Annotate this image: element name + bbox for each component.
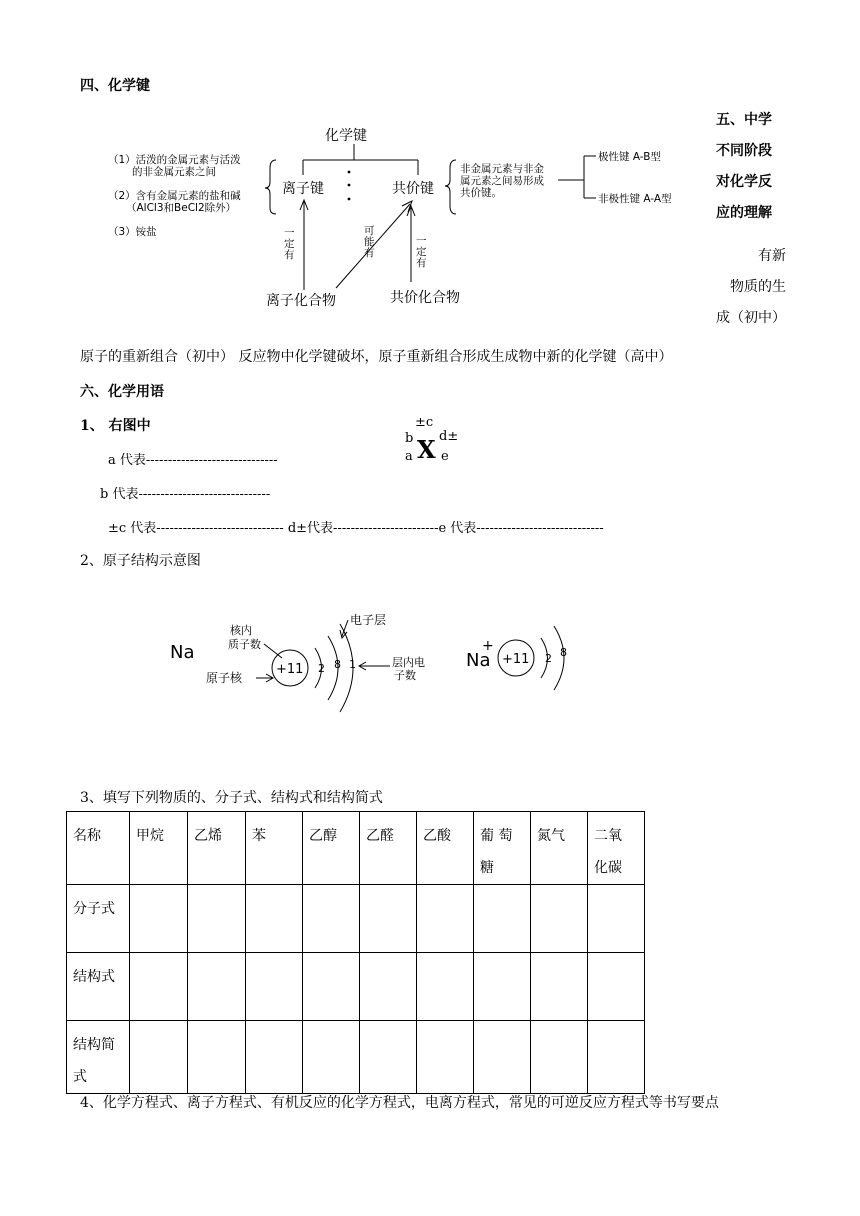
ionic-brace [265,160,276,214]
polar-bond-label: 极性键 A-B型 [598,151,661,163]
compound-table [66,811,703,1094]
table-header-cell: 乙酸 [417,812,474,885]
b-line: b 代表------------------------------ [100,487,271,502]
must-have-label-2: 一定有 [416,235,427,269]
svg-text:Na: Na [466,650,491,671]
covalent-condition-line: 属元素之间易形成 [460,175,544,187]
svg-text:a: a [405,449,413,464]
svg-text:Na: Na [170,642,195,663]
table-row [67,953,703,1021]
ionic-condition-line: （3）铵盐 [108,226,157,238]
ionic-condition-line: （2）含有金属元素的盐和碱 [108,190,241,202]
section-5-body: 有新 物质的生 成（初中） [716,248,786,326]
svg-text:质子数: 质子数 [228,638,261,651]
covalent-condition-line: 共价键。 [460,187,502,199]
table-header-cell: 氮气 [531,812,588,885]
section-5-line: 原子的重新组合（初中） 反应物中化学键破坏，原子重新组合形成生成物中新的化学键（高中） [80,349,673,365]
table-header-cell: 甲烷 [130,812,188,885]
svg-text:d±: d± [439,429,459,444]
may-have-label: 可能有 [364,225,375,259]
table-header-cell: 乙醇 [303,812,360,885]
ionic-compound-label: 离子化合物 [266,293,336,309]
must-have-label-1: 一定有 [284,227,295,261]
item-1-title: 1、 右图中 [80,418,151,434]
svg-text:±c: ±c [415,415,434,430]
nonpolar-bond-label: 非极性键 A-A型 [598,193,672,205]
item-3-title: 3、填写下列物质的、分子式、结构式和结构简式 [80,790,383,806]
table-row [67,885,703,953]
ionic-condition-line: （AlCl3和BeCl2除外） [126,202,237,214]
table-row-label: 结构式 [67,953,130,1021]
table-row-label: 结构简 式 [67,1021,130,1094]
table-row-label: 分子式 [67,885,130,953]
section-5-title: 五、中学 不同阶段 对化学反 应的理解 [716,112,772,221]
atom-structure-diagram [160,600,600,730]
svg-text:2: 2 [318,662,325,675]
svg-text:2: 2 [545,652,552,665]
diagram-root-label: 化学键 [325,128,367,144]
table-header-cell: 名称 [67,812,130,885]
table-header-cell: 乙醛 [360,812,417,885]
table-header-cell: 二氧 化碳 [588,812,645,885]
svg-text:子数: 子数 [394,669,416,682]
table-row [67,1021,703,1094]
svg-text:e: e [441,449,449,464]
table-header-cell: 葡 萄 糖 [474,812,531,885]
svg-text:原子核: 原子核 [206,671,243,685]
item-2-title: 2、原子结构示意图 [80,553,201,569]
ionic-condition-line: 的非金属元素之间 [132,166,216,178]
table-header-row [67,812,703,885]
section-4-title: 四、化学键 [80,78,150,94]
svg-text:电子层: 电子层 [350,613,387,627]
covalent-bond-label: 共价键 [392,181,434,197]
covalent-compound-label: 共价化合物 [390,290,460,306]
svg-text:X: X [417,435,436,464]
table-header-cell: 乙烯 [188,812,246,885]
covalent-condition-line: 非金属元素与非金 [460,163,544,175]
cde-line: ±c 代表----------------------------- d±代表------------------------e 代表----------------------------- [108,521,604,536]
svg-text:+: + [482,638,494,654]
item-4-text: 4、化学方程式、离子方程式、有机反应的化学方程式，电离方程式，常见的可逆反应方程式等书写要点 [80,1095,719,1111]
svg-text:8: 8 [560,646,567,659]
svg-text:b: b [405,431,414,446]
svg-text:1: 1 [349,658,356,671]
nuclide-symbol [395,410,475,470]
svg-text:+11: +11 [276,662,304,677]
section-6-title: 六、化学用语 [80,384,164,400]
table-header-cell: 苯 [246,812,303,885]
svg-text:核内: 核内 [230,624,252,637]
svg-text:层内电: 层内电 [392,656,425,669]
covalent-brace [445,160,456,214]
a-line: a 代表------------------------------ [108,453,278,468]
ionic-condition-line: （1）活泼的金属元素与活泼 [108,154,241,166]
svg-text:8: 8 [334,658,341,671]
ionic-bond-label: 离子键 [282,181,324,197]
svg-text:+11: +11 [502,652,530,667]
